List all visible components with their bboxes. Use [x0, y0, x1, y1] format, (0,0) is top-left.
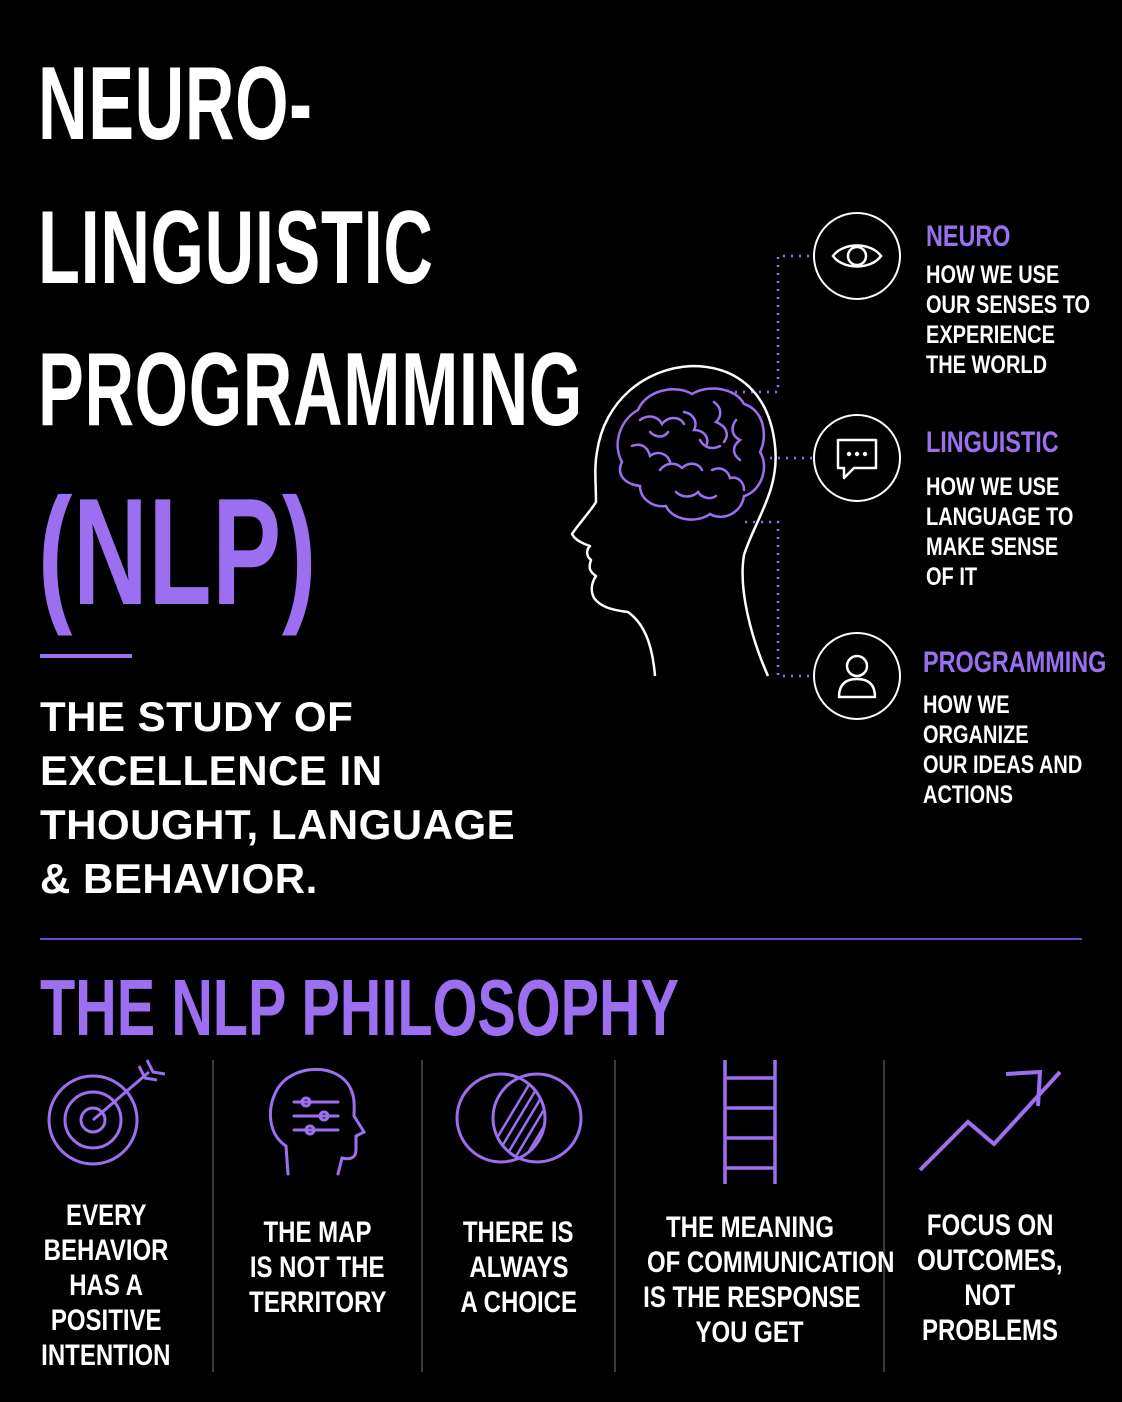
desc-line: OUR IDEAS AND [923, 751, 1083, 779]
component-label: LINGUISTIC [926, 426, 1059, 459]
desc-line: HOW WE USE [926, 473, 1060, 501]
ladder-icon [715, 1058, 785, 1186]
principle-icon-wrap [885, 1058, 1095, 1188]
venn-diagram-icon [449, 1058, 589, 1168]
principle-line: ALWAYS [468, 1251, 569, 1284]
principle-line: THERE IS [463, 1216, 574, 1249]
principle-icon-wrap [423, 1058, 614, 1188]
desc-line: OF IT [926, 563, 978, 591]
principle-line: TERRITORY [248, 1286, 387, 1319]
principle-text [423, 1215, 614, 1320]
subtitle [40, 690, 540, 906]
speech-bubble-icon-circle [813, 414, 901, 502]
principle-line: OF COMMUNICATION [646, 1246, 895, 1279]
principle-line: FOCUS ON [926, 1209, 1054, 1242]
component-linguistic [776, 414, 1122, 614]
component-label: PROGRAMMING [923, 646, 1107, 679]
principle-line: POSITIVE [50, 1304, 162, 1337]
title-line-linguistic: LINGUISTIC [38, 190, 434, 306]
principle-icon-wrap [214, 1058, 421, 1188]
principle-line: IS NOT THE [250, 1251, 385, 1284]
desc-line: HOW WE ORGANIZE [923, 691, 1029, 749]
principle-line: HAS A [69, 1269, 143, 1302]
desc-line: THE WORLD [926, 351, 1048, 379]
subtitle-line: THOUGHT, LANGUAGE [40, 801, 516, 848]
eye-icon-circle [813, 212, 901, 300]
principle-text [0, 1198, 212, 1373]
principle-text [214, 1215, 421, 1320]
eye-icon [829, 236, 885, 276]
principle-meaning-communication [616, 1058, 895, 1374]
trend-up-arrow-icon [910, 1058, 1070, 1178]
principle-icon-wrap [0, 1058, 212, 1188]
component-programming [776, 632, 1122, 809]
component-description [926, 260, 1110, 380]
desc-line: OUR SENSES TO [926, 291, 1091, 319]
section-divider [40, 938, 1082, 940]
principle-line: NOT [964, 1279, 1016, 1312]
philosophy-title: THE NLP PHILOSOPHY [40, 963, 680, 1052]
principle-text [616, 1210, 895, 1350]
subtitle-line: & BEHAVIOR. [40, 855, 318, 902]
title-acronym: (NLP) [38, 467, 317, 637]
speech-bubble-icon [832, 434, 882, 482]
subtitle-line: EXCELLENCE IN [40, 747, 383, 794]
desc-line: LANGUAGE TO [926, 503, 1074, 531]
person-icon-circle [813, 632, 901, 720]
principle-line: EVERY [65, 1199, 147, 1232]
principle-always-choice [423, 1058, 614, 1374]
brain-icon [618, 389, 764, 520]
principle-line: A CHOICE [460, 1286, 577, 1319]
person-icon [835, 651, 879, 701]
principle-line: THE MAP [263, 1216, 372, 1249]
title-line-neuro: NEURO- [38, 46, 313, 162]
principle-map-territory [214, 1058, 421, 1374]
component-neuro [776, 212, 1122, 392]
component-description [926, 472, 1110, 592]
desc-line: HOW WE USE [926, 261, 1060, 289]
head-sliders-icon [258, 1058, 378, 1182]
principle-focus-outcomes [885, 1058, 1095, 1374]
accent-bar [40, 654, 132, 658]
principle-line: IS THE RESPONSE [643, 1281, 861, 1314]
principle-positive-intention [0, 1058, 212, 1374]
title-line-programming: PROGRAMMING [38, 332, 583, 448]
principle-line: YOU GET [695, 1316, 804, 1349]
desc-line: ACTIONS [923, 781, 1013, 809]
principle-line: BEHAVIOR [43, 1234, 169, 1267]
component-description [923, 690, 1115, 810]
component-label: NEURO [926, 220, 1011, 253]
principle-icon-wrap [616, 1058, 883, 1188]
principle-text [885, 1208, 1095, 1348]
principle-line: PROBLEMS [921, 1314, 1058, 1347]
desc-line: EXPERIENCE [926, 321, 1055, 349]
principle-line: THE MEANING [665, 1211, 834, 1244]
target-arrow-icon [41, 1058, 171, 1168]
principle-line: OUTCOMES, [917, 1244, 1063, 1277]
desc-line: MAKE SENSE [926, 533, 1059, 561]
principle-line: INTENTION [41, 1339, 171, 1372]
subtitle-line: THE STUDY OF [40, 693, 354, 740]
